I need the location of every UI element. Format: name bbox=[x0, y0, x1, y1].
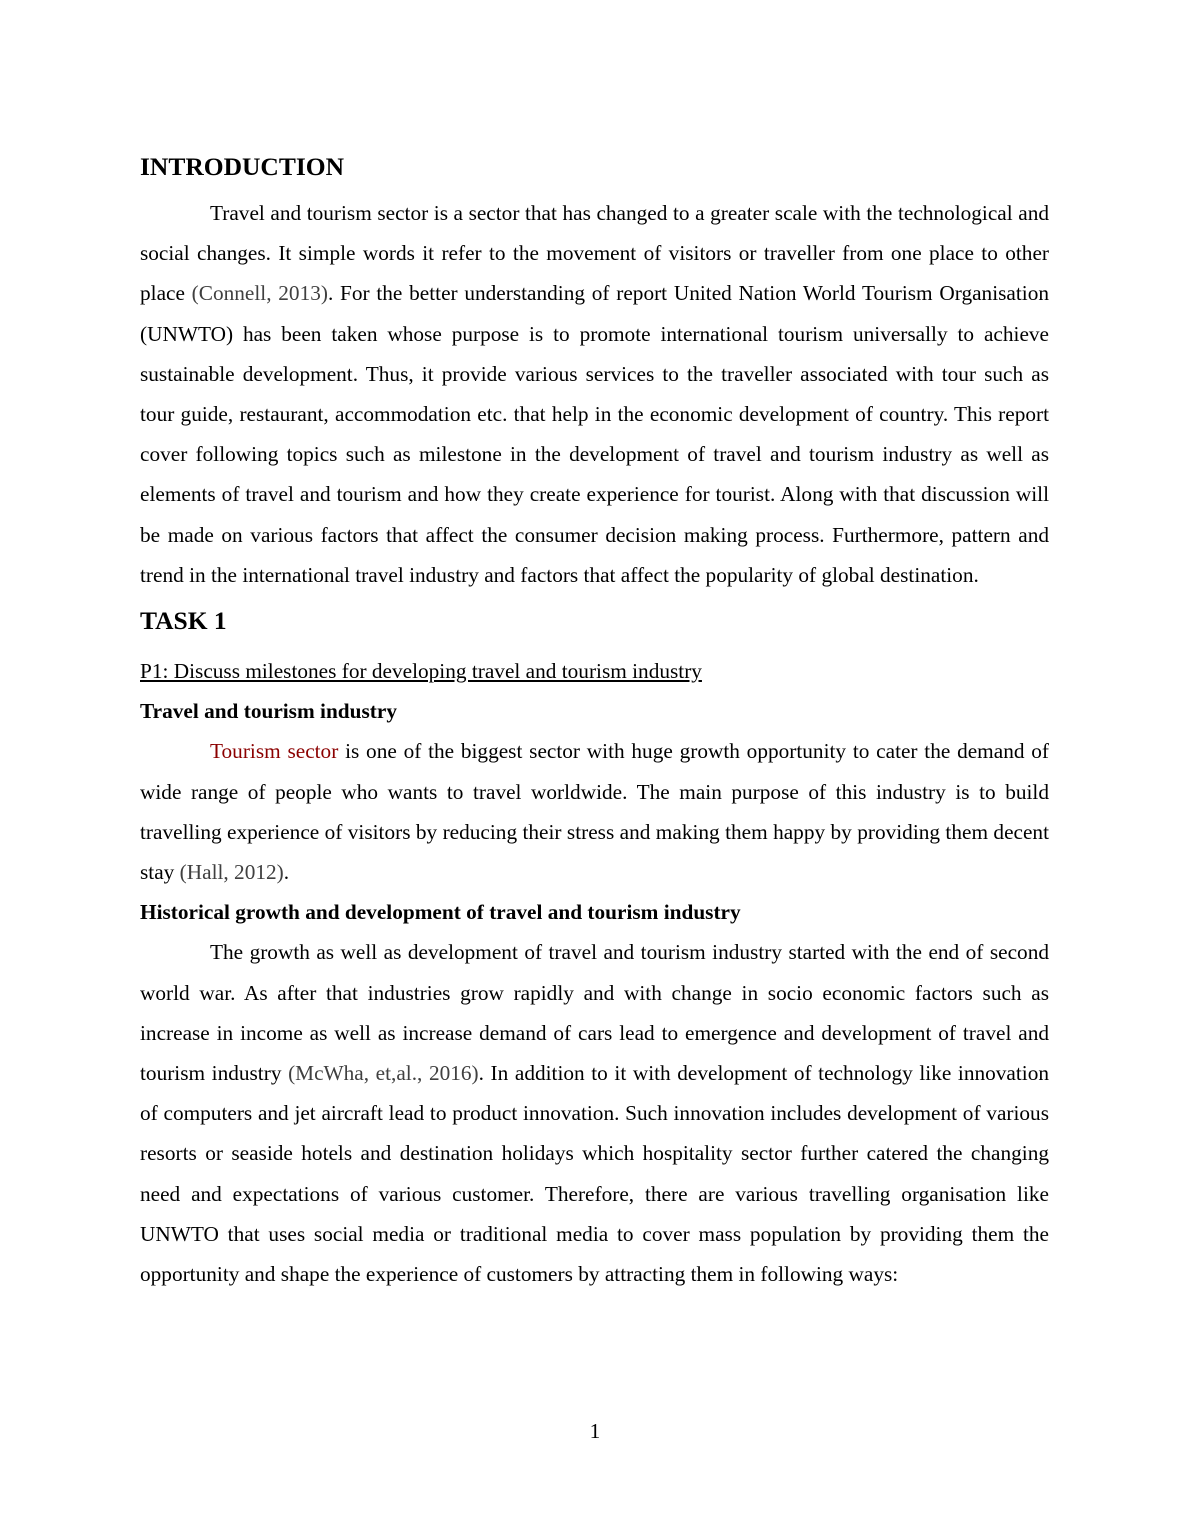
page-number: 1 bbox=[589, 1419, 601, 1443]
tourism-sector-link[interactable]: Tourism sector bbox=[210, 739, 339, 764]
subheading-historical-growth: Historical growth and development of travel and tourism industry bbox=[140, 900, 741, 925]
task-1-heading: TASK 1 bbox=[140, 606, 227, 636]
citation-hall-2012: (Hall, 2012) bbox=[179, 860, 284, 885]
page-content bbox=[140, 150, 1049, 1294]
citation-mcwha-2016: (McWha, et,al., 2016) bbox=[288, 1061, 479, 1086]
intro-text-part-2: . For the better understanding of report United Nation World Tourism Organisation (UNWTO) has been taken whose purpose is to promote international tourism universally to achieve sustainable development. Thus, it provide various services to the traveller associated with tour such as tour guide, restaurant, accommodation etc. that help in the economic development of country. This report cover following topics such as milestone in the development of travel and tourism industry as well as elements of travel and tourism and how they create experience for tourist. Along with that discussion will be made on various factors that affect the consumer decision making process. Furthermore, pattern and trend in the international travel industry and factors that affect the popularity of global destination. bbox=[140, 281, 1049, 587]
subheading-travel-tourism-industry: Travel and tourism industry bbox=[140, 699, 397, 724]
tourism-text-part-1: is one of the biggest sector with huge growth opportunity to cater the demand of wide range of people who wants to travel worldwide. The main purpose of this industry is to build travelling experience of visitors by reducing their stress and making them happy by providing them decent stay bbox=[140, 739, 1050, 885]
historical-growth-paragraph bbox=[140, 932, 1049, 1294]
introduction-paragraph bbox=[140, 193, 1049, 595]
p1-task-title: P1: Discuss milestones for developing travel and tourism industry bbox=[140, 659, 702, 684]
tourism-text-part-2: . bbox=[283, 860, 290, 885]
intro-text-part-1: Travel and tourism sector is a sector that has changed to a greater scale with the technological and social changes. It simple words it refer to the movement of visitors or traveller from one place to other place bbox=[140, 201, 1049, 306]
introduction-heading: INTRODUCTION bbox=[140, 152, 345, 181]
history-text-part-1: The growth as well as development of travel and tourism industry started with the end of second world war. As after that industries grow rapidly and with change in socio economic factors such as increase in income as well as increase demand of cars lead to emergence and development of travel and tourism industry bbox=[140, 940, 1049, 1086]
history-text-part-2: . In addition to it with development of technology like innovation of computers and jet aircraft lead to product innovation. Such innovation includes development of various resorts or seaside hotels and destination holidays which hospitality sector further catered the changing need and expectations of various customer. Therefore, there are various travelling organisation like UNWTO that uses social media or traditional media to cover mass population by providing them the opportunity and shape the experience of customers by attracting them in following ways: bbox=[140, 1061, 1049, 1287]
citation-connell-2013: (Connell, 2013) bbox=[191, 281, 328, 306]
tourism-sector-paragraph bbox=[140, 731, 1049, 892]
